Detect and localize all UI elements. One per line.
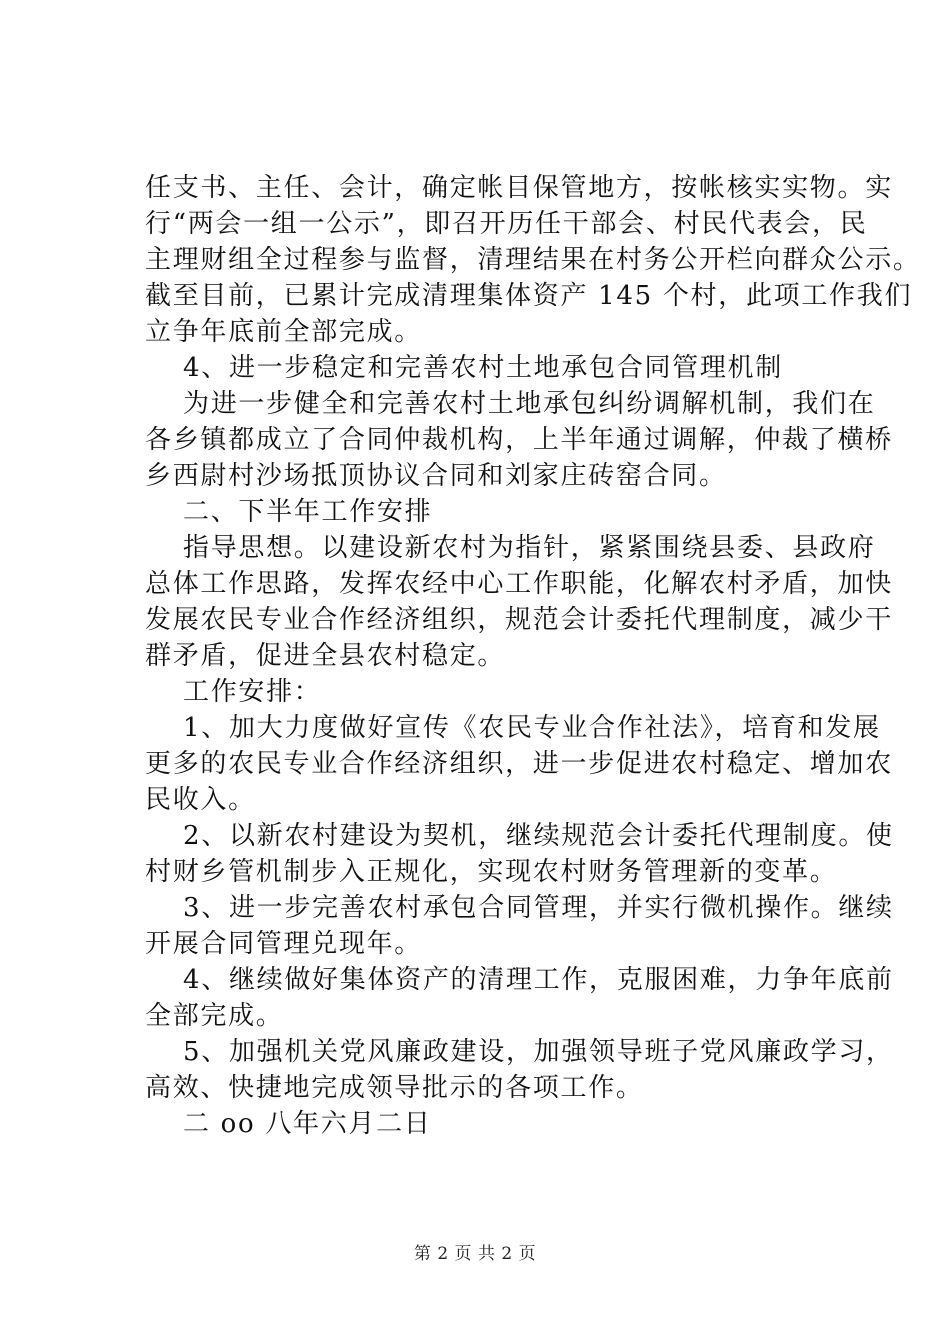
- text-line: 任支书、主任、会计，确定帐目保管地方，按帐核实实物。实: [145, 173, 893, 203]
- text-line: 5、加强机关党风廉政建设，加强领导班子党风廉政学习，: [183, 1037, 894, 1067]
- text-line: 更多的农民专业合作经济组织，进一步促进农村稳定、增加农: [145, 749, 893, 779]
- section-heading: 工作安排：: [183, 677, 322, 707]
- text-line: 4、继续做好集体资产的清理工作，克服困难，力争年底前: [183, 965, 894, 995]
- text-line: 主理财组全过程参与监督，清理结果在村务公开栏向群众公示。: [145, 245, 921, 275]
- text-line: 2、以新农村建设为契机，继续规范会计委托代理制度。使: [183, 821, 894, 851]
- text-line: 截至目前，已累计完成清理集体资产 145 个村，此项工作我们: [145, 281, 913, 311]
- text-line: 民收入。: [145, 785, 256, 815]
- section-heading: 4、进一步稳定和完善农村土地承包合同管理机制: [183, 353, 783, 383]
- text-line: 1、加大力度做好宣传《农民专业合作社法》，培育和发展: [183, 713, 881, 743]
- text-line: 指导思想。以建设新农村为指针，紧紧围绕县委、县政府: [183, 533, 876, 563]
- text-line: 总体工作思路，发挥农经中心工作职能，化解农村矛盾，加快: [145, 569, 893, 599]
- document-date: 二 oo 八年六月二日: [183, 1109, 432, 1139]
- text-line: 各乡镇都成立了合同仲裁机构，上半年通过调解，仲裁了横桥: [145, 425, 893, 455]
- text-line: 为进一步健全和完善农村土地承包纠纷调解机制，我们在: [183, 389, 876, 419]
- section-heading: 二、下半年工作安排: [183, 497, 433, 527]
- text-line: 全部完成。: [145, 1001, 284, 1031]
- page-number: 第 2 页 共 2 页: [413, 1244, 537, 1264]
- text-line: 开展合同管理兑现年。: [145, 929, 423, 959]
- text-line: 村财乡管机制步入正规化，实现农村财务管理新的变革。: [145, 857, 838, 887]
- text-line: 高效、快捷地完成领导批示的各项工作。: [145, 1073, 644, 1103]
- text-line: 乡西尉村沙场抵顶协议合同和刘家庄砖窑合同。: [145, 461, 727, 491]
- text-line: 3、进一步完善农村承包合同管理，并实行微机操作。继续: [183, 893, 894, 923]
- text-line: 行“两会一组一公示”，即召开历任干部会、村民代表会，民: [145, 209, 868, 239]
- text-line: 立争年底前全部完成。: [145, 317, 423, 347]
- text-line: 群矛盾，促进全县农村稳定。: [145, 641, 506, 671]
- text-line: 发展农民专业合作经济组织，规范会计委托代理制度，减少干: [145, 605, 893, 635]
